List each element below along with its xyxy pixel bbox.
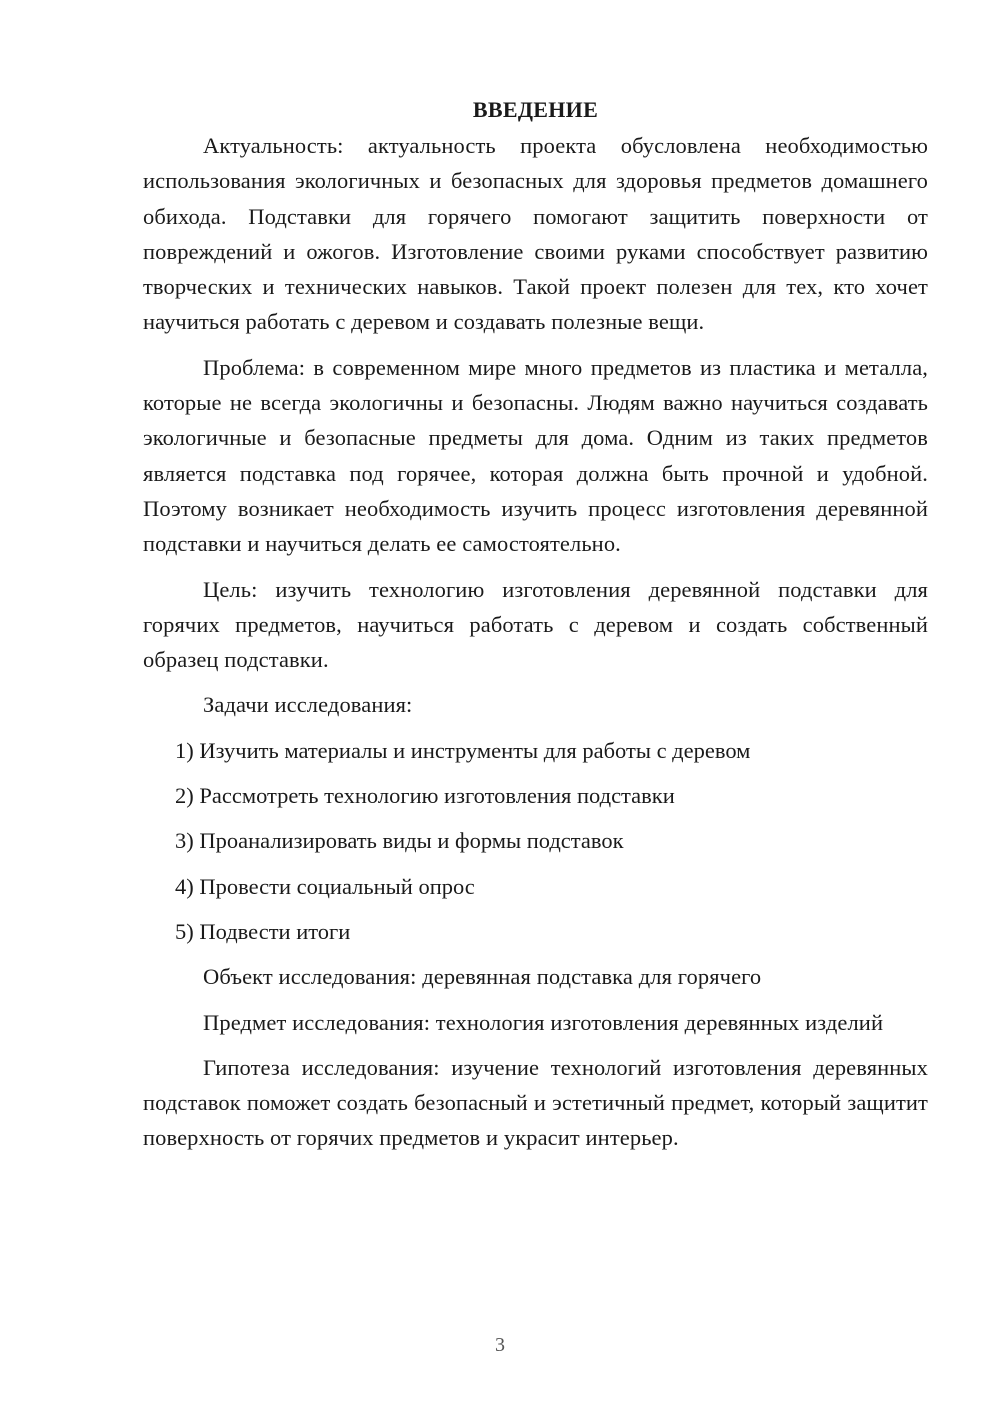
paragraph-subject: Предмет исследования: технология изготовления деревянных изделий <box>203 1009 884 1035</box>
page-title: ВВЕДЕНИЕ <box>472 97 599 122</box>
list-item: 4) Провести социальный опрос <box>175 873 475 899</box>
paragraph-hypothesis: Гипотеза исследования: изучение технологий изготовления деревянных подставок поможет создать безопасный и эстетичный предмет, который защитит поверхность от горячих предметов и украсит интерьер. <box>143 1054 928 1151</box>
paragraph-goal: Цель: изучить технологию изготовления деревянной подставки для горячих предметов, научиться работать с деревом и создать собственный образец подставки. <box>143 576 928 673</box>
document-page <box>143 92 928 1166</box>
list-item: 3) Проанализировать виды и формы подставок <box>175 828 624 854</box>
tasks-list <box>143 733 928 949</box>
paragraph-problem: Проблема: в современном мире много предметов из пластика и металла, которые не всегда экологичны и безопасны. Людям важно научиться создавать экологичные и безопасные предметы для дома. Одним из таких предметов является подставка под горячее, которая должна быть прочной и удобной. Поэтому возникает необходимость изучить процесс изготовления деревянной подставки и научиться делать ее самостоятельно. <box>143 354 928 557</box>
page-number: 3 <box>495 1334 505 1356</box>
list-item: 5) Подвести итоги <box>175 918 351 944</box>
paragraph-tasks-heading: Задачи исследования: <box>203 692 413 718</box>
paragraph-relevance: Актуальность: актуальность проекта обусловлена необходимостью использования экологичных и безопасных для здоровья предметов домашнего обихода. Подставки для горячего помогают защитить поверхности от повреждений и ожогов. Изготовление своими руками способствует развитию творческих и технических навыков. Такой проект полезен для тех, кто хочет научиться работать с деревом и создавать полезные вещи. <box>143 133 928 335</box>
list-item: 2) Рассмотреть технологию изготовления подставки <box>175 783 675 809</box>
paragraph-object: Объект исследования: деревянная подставка для горячего <box>203 964 762 990</box>
list-item: 1) Изучить материалы и инструменты для работы с деревом <box>175 737 751 763</box>
